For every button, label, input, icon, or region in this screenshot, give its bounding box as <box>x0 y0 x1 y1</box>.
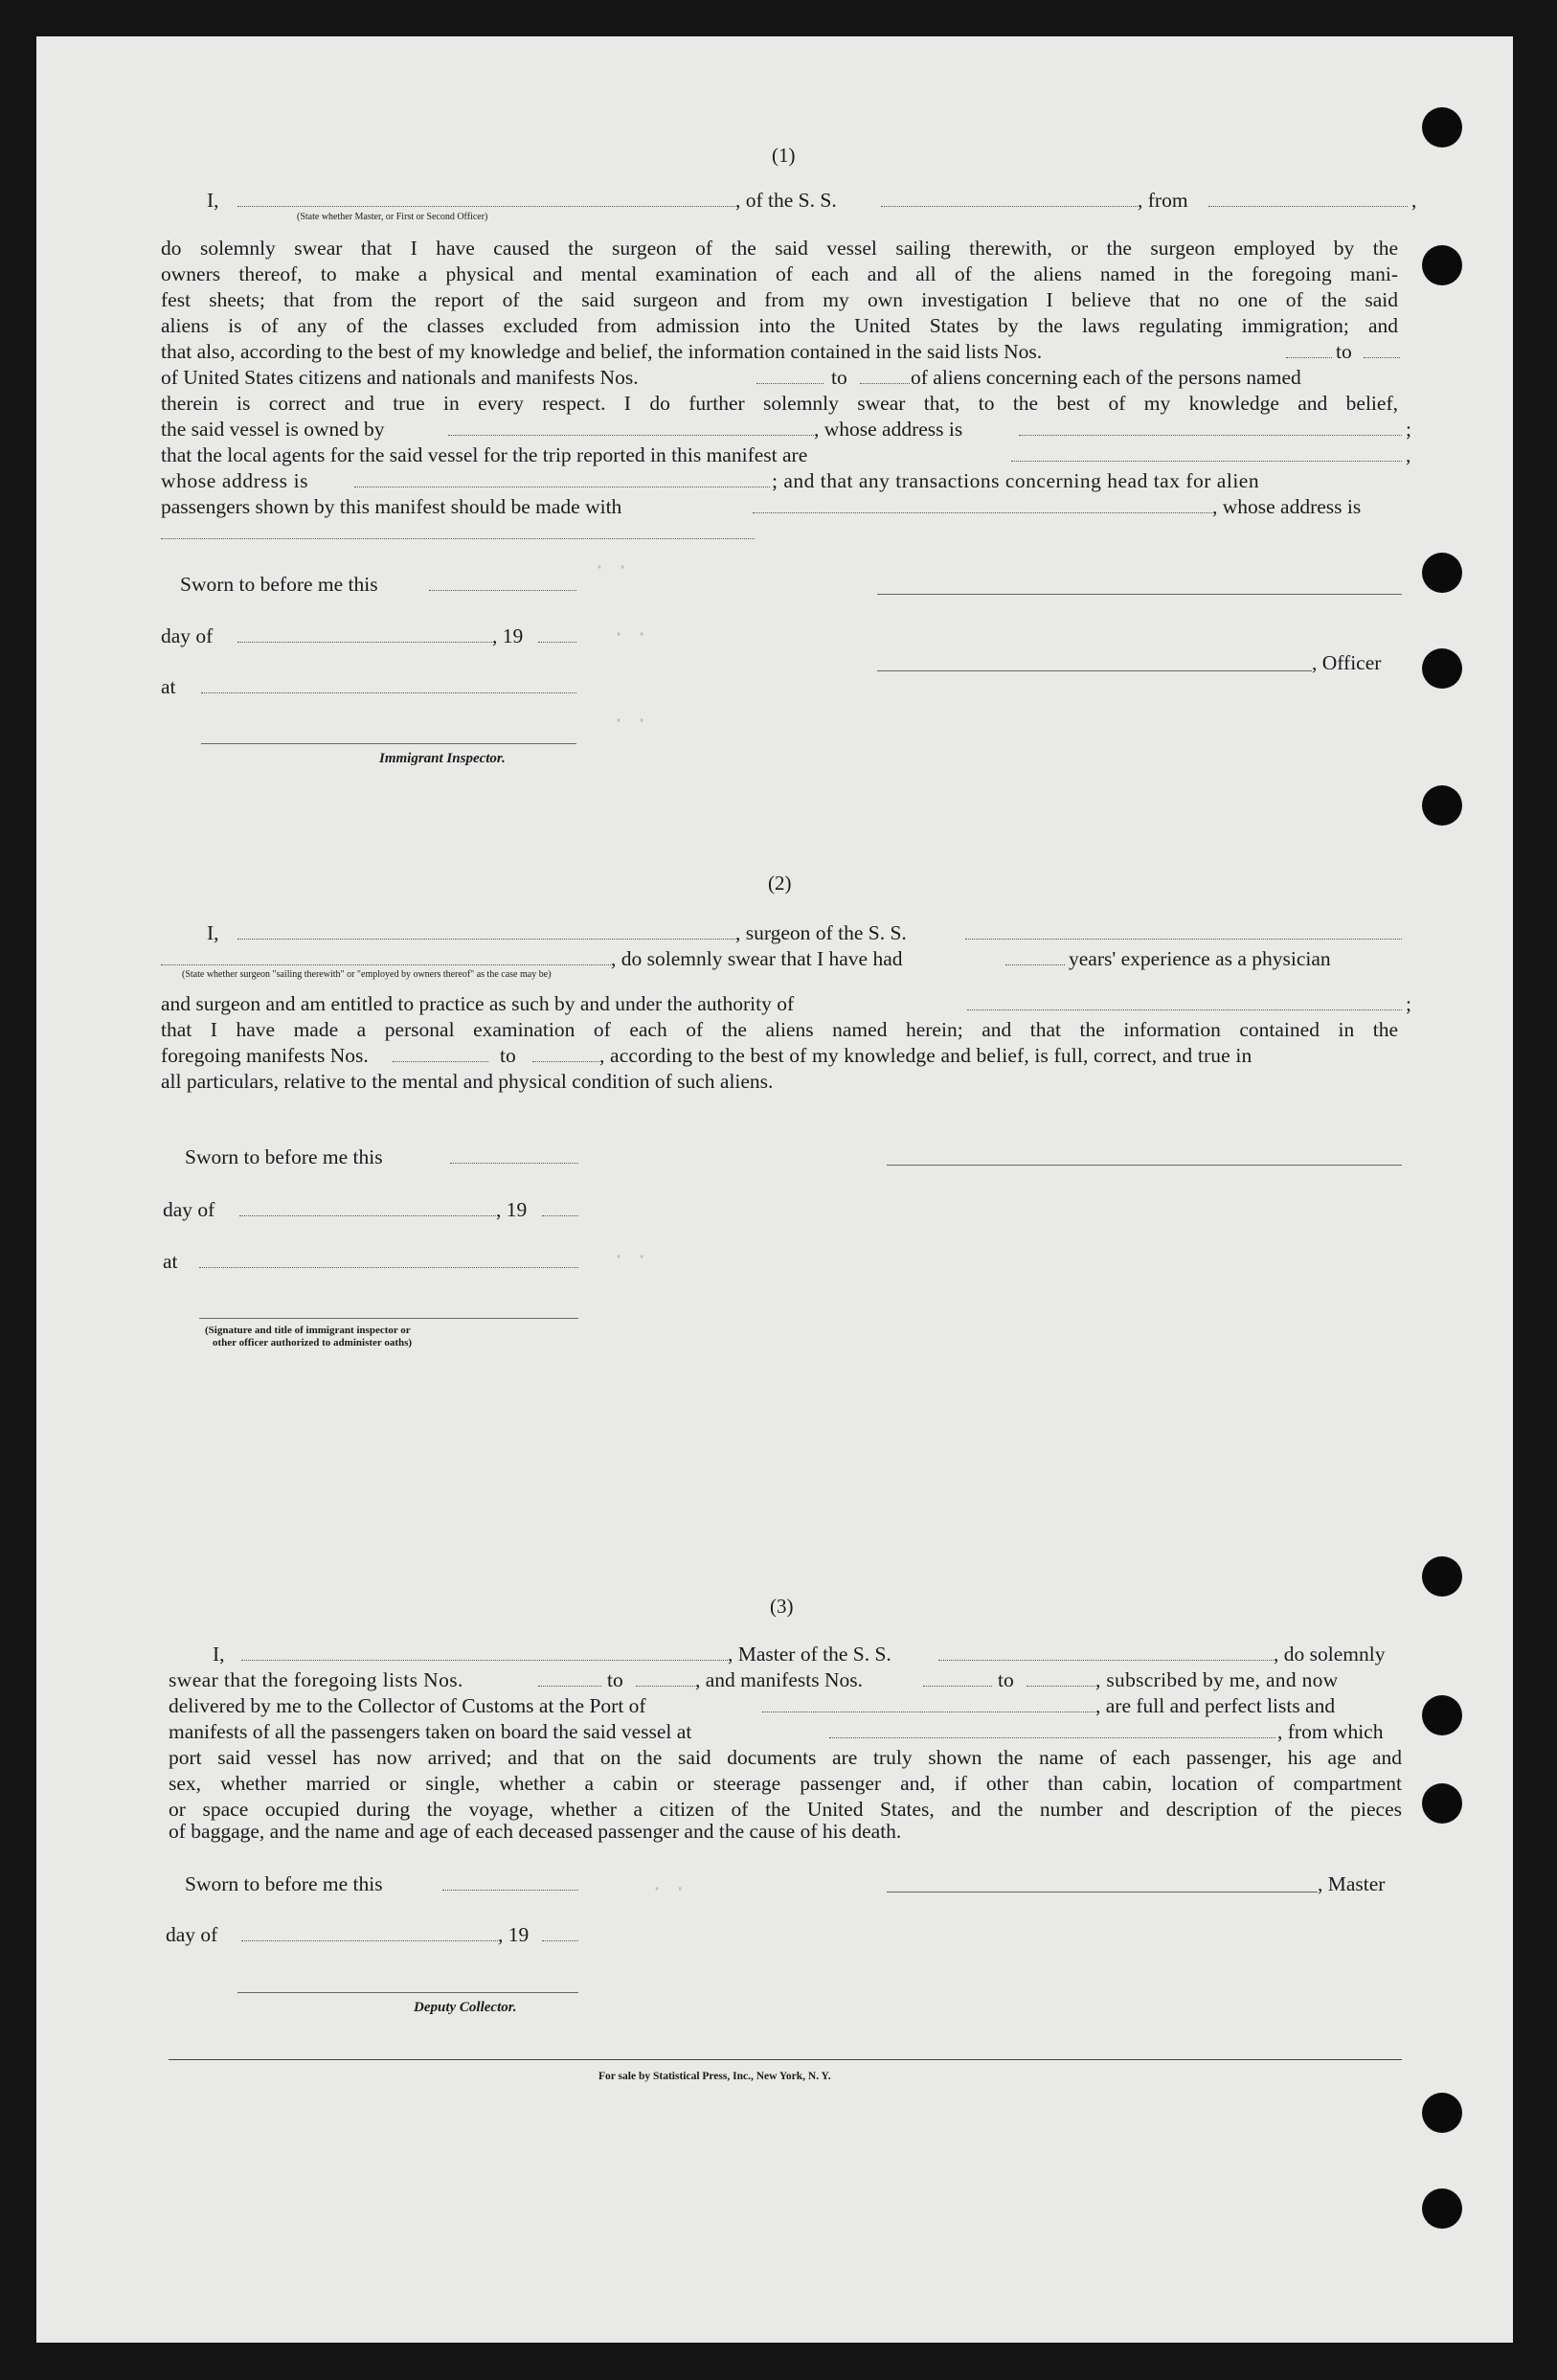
from-label: , from <box>1138 189 1188 212</box>
day-of-blank <box>237 642 492 643</box>
s2-swear-label: , do solemnly swear that I have had <box>611 947 903 970</box>
binder-hole <box>1422 1695 1462 1735</box>
at-blank <box>199 1267 578 1268</box>
s1-line1: I, <box>207 189 219 212</box>
collector-port-label: delivered by me to the Collector of Customs at the Port of <box>169 1694 646 1717</box>
binder-hole <box>1422 648 1462 689</box>
s3-body-line: port said vessel has now arrived; and that on the said documents are truly shown the name of each passenger, his age and <box>169 1746 1402 1769</box>
s3-body-line: of baggage, and the name and age of each deceased passenger and the cause of his death. <box>169 1820 902 1843</box>
s1-body-line: aliens is of any of the classes excluded from admission into the United States by the laws regulating immigration; and <box>161 314 1398 337</box>
section-number: (3) <box>770 1595 794 1618</box>
s1-body-line: do solemnly swear that I have caused the surgeon of the said vessel sailing therewith, or the surgeon employed by the <box>161 237 1398 260</box>
officer-signature-blank <box>877 670 1312 671</box>
s3-lists-to-blank <box>636 1686 695 1687</box>
vessel-name-blank <box>881 206 1138 207</box>
surgeon-type-blank <box>161 964 611 965</box>
binder-hole <box>1422 1783 1462 1824</box>
binder-hole <box>1422 107 1462 147</box>
year-blank <box>542 1215 578 1216</box>
s2-body-line: all particulars, relative to the mental and physical condition of such aliens. <box>161 1070 774 1093</box>
s2-manifests-to-blank <box>532 1061 599 1062</box>
s3-manifests-to-blank <box>1027 1686 1095 1687</box>
sworn-label: Sworn to before me this <box>180 573 378 596</box>
day-of-blank <box>239 1215 496 1216</box>
local-agents-label: that the local agents for the said vessel for the trip reported in this manifest are <box>161 443 808 466</box>
s2-manifests-from-blank <box>393 1061 488 1062</box>
owner-blank <box>448 435 814 436</box>
sworn-date-blank <box>429 590 576 591</box>
head-tax-line: passengers shown by this manifest should be made with <box>161 495 622 518</box>
head-tax-label: ; and that any transactions concerning head tax for alien <box>772 469 1260 492</box>
whose-address-label: , whose address is <box>814 418 963 441</box>
section-number: (2) <box>768 872 792 895</box>
signature-caption-line2: other officer authorized to administer oaths) <box>213 1337 413 1349</box>
officer-blank-top <box>877 594 1402 595</box>
from-which-label: , from which <box>1277 1720 1384 1743</box>
authority-blank <box>967 1009 1402 1010</box>
s3-lists-from-blank <box>538 1686 601 1687</box>
master-name-blank <box>241 1660 728 1661</box>
binder-hole <box>1422 553 1462 593</box>
inspector-caption: Immigrant Inspector. <box>379 751 506 766</box>
owner-address-blank <box>1019 435 1402 436</box>
local-agents-blank <box>1011 461 1402 462</box>
surgeon-signature-blank <box>887 1165 1402 1166</box>
surgeon-of-ss-label: , surgeon of the S. S. <box>735 921 907 944</box>
of-ss-label: , of the S. S. <box>735 189 837 212</box>
year-blank <box>542 1940 578 1941</box>
embark-port-blank <box>829 1737 1275 1738</box>
day-of-label: day of <box>166 1923 218 1946</box>
s2-authority-label: and surgeon and am entitled to practice as such by and under the authority of <box>161 992 795 1015</box>
collector-signature-blank <box>237 1992 578 1993</box>
bleed-through-mark: · · <box>613 1245 648 1268</box>
to-label: to <box>1336 340 1352 363</box>
at-label: at <box>161 675 176 698</box>
do-solemnly-label: , do solemnly <box>1274 1643 1386 1666</box>
sworn-date-blank <box>442 1890 578 1891</box>
s1-body-line: owners thereof, to make a physical and mental examination of each and all of the aliens named in the foregoing mani- <box>161 262 1398 285</box>
bleed-through-mark: · · <box>651 1877 687 1900</box>
comma: , <box>1406 443 1411 466</box>
semicolon: ; <box>1406 418 1411 441</box>
officer-caption: (State whether Master, or First or Second Officer) <box>297 212 488 222</box>
s2-experience-label: years' experience as a physician <box>1069 947 1331 970</box>
s1-manifests-line: of United States citizens and nationals and manifests Nos. <box>161 366 639 389</box>
s1-lists-line: that also, according to the best of my knowledge and belief, the information contained in the said lists Nos. <box>161 340 1043 363</box>
year-blank <box>538 642 576 643</box>
s3-body-line: sex, whether married or single, whether a cabin or steerage passenger and, if other than cabin, location of compartment <box>169 1772 1402 1795</box>
master-officer-blank <box>237 206 735 207</box>
head-tax-address-blank <box>161 538 755 539</box>
to-label: to <box>500 1044 516 1067</box>
taken-on-board-label: manifests of all the passengers taken on board the said vessel at <box>169 1720 692 1743</box>
authorized-officer-signature-blank <box>199 1318 578 1319</box>
lists-from-blank <box>1286 357 1332 358</box>
years-blank <box>1005 964 1065 965</box>
head-tax-party-blank <box>753 512 1212 513</box>
sworn-date-blank <box>450 1163 578 1164</box>
whose-address-label: , whose address is <box>1212 495 1362 518</box>
s2-body-line: that I have made a personal examination of each of the aliens named herein; and that the information contained in the <box>161 1018 1398 1041</box>
publisher-footer: For sale by Statistical Press, Inc., New York, N. Y. <box>598 2071 831 2082</box>
s3-lists-label: swear that the foregoing lists Nos. <box>169 1668 463 1691</box>
owned-by-label: the said vessel is owned by <box>161 418 385 441</box>
s2-manifests-tail: , according to the best of my knowledge and belief, is full, correct, and true in <box>599 1044 1252 1067</box>
whose-address-label: whose address is <box>161 469 309 492</box>
s1-manifests-tail: of aliens concerning each of the persons named <box>911 366 1301 389</box>
s2-manifests-label: foregoing manifests Nos. <box>161 1044 369 1067</box>
inspector-signature-blank <box>201 743 576 744</box>
year-label: , 19 <box>498 1923 530 1946</box>
master-of-ss-label: , Master of the S. S. <box>728 1643 891 1666</box>
sworn-label: Sworn to before me this <box>185 1872 383 1895</box>
lists-to-blank <box>1364 357 1400 358</box>
bleed-through-mark: · · <box>613 623 648 646</box>
s3-manifests-from-blank <box>923 1686 992 1687</box>
at-label: at <box>163 1250 178 1273</box>
year-label: , 19 <box>492 624 524 647</box>
day-of-label: day of <box>161 624 214 647</box>
master-signature-blank <box>887 1892 1318 1893</box>
surgeon-caption: (State whether surgeon "sailing therewith" or "employed by owners thereof" as the case may be) <box>182 969 552 980</box>
to-label: to <box>607 1668 623 1691</box>
binder-hole <box>1422 785 1462 826</box>
at-blank <box>201 692 576 693</box>
surgeon-vessel-blank <box>965 939 1402 940</box>
section-number: (1) <box>772 144 796 167</box>
collector-caption: Deputy Collector. <box>414 2000 517 2015</box>
full-perfect-label: , are full and perfect lists and <box>1095 1694 1336 1717</box>
bleed-through-mark: · · <box>613 709 648 732</box>
master-label: , Master <box>1318 1872 1386 1895</box>
year-label: , 19 <box>496 1198 528 1221</box>
surgeon-name-blank <box>237 939 735 940</box>
comma: , <box>1411 189 1417 212</box>
manifests-from-blank <box>756 383 824 384</box>
s3-body-line: or space occupied during the voyage, whether a citizen of the United States, and the number and description of the pieces <box>169 1798 1402 1821</box>
sworn-label: Sworn to before me this <box>185 1145 383 1168</box>
day-of-blank <box>241 1940 498 1941</box>
binder-hole <box>1422 2188 1462 2229</box>
collector-port-blank <box>762 1711 1095 1712</box>
to-label: to <box>998 1668 1014 1691</box>
s3-vessel-blank <box>938 1660 1274 1661</box>
officer-label: , Officer <box>1312 651 1382 674</box>
day-of-label: day of <box>163 1198 215 1221</box>
signature-caption-line1: (Signature and title of immigrant inspector or <box>205 1325 411 1336</box>
binder-hole <box>1422 2093 1462 2133</box>
bleed-through-mark: · · <box>594 555 629 578</box>
semicolon: ; <box>1406 992 1411 1015</box>
s3-manifests-label: , and manifests Nos. <box>695 1668 863 1691</box>
s1-body-line: fest sheets; that from the report of the said surgeon and from my own investigation I believe that no one of the said <box>161 288 1398 311</box>
s1-body-line: therein is correct and true in every respect. I do further solemnly swear that, to the best of my knowledge and belief, <box>161 392 1398 415</box>
binder-hole <box>1422 245 1462 285</box>
binder-hole <box>1422 1556 1462 1597</box>
subscribed-label: , subscribed by me, and now <box>1095 1668 1339 1691</box>
to-label: to <box>831 366 847 389</box>
footer-rule <box>169 2059 1402 2060</box>
from-port-blank <box>1208 206 1408 207</box>
manifests-to-blank <box>860 383 910 384</box>
s2-i-label: I, <box>207 921 219 944</box>
s3-i-label: I, <box>213 1643 225 1666</box>
